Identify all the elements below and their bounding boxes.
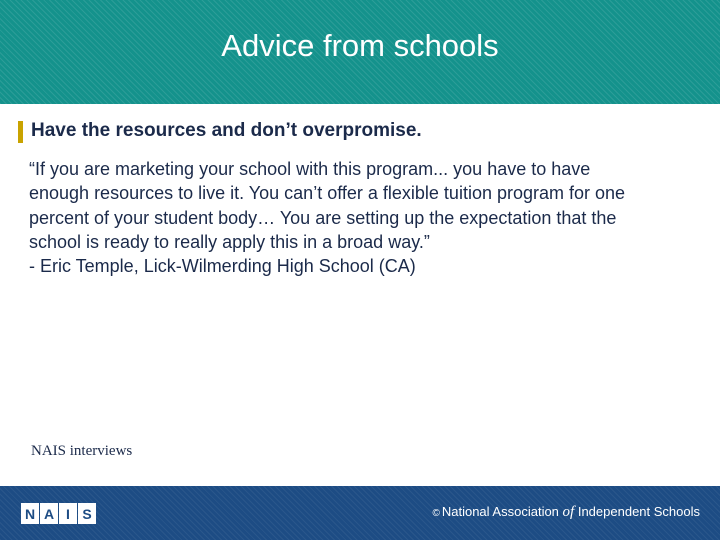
- organization-name: [432, 504, 700, 521]
- logo-letter-n: N: [21, 503, 39, 524]
- copyright-symbol: ©: [432, 508, 440, 519]
- logo-letter-i: I: [59, 503, 77, 524]
- logo-letter-s: S: [78, 503, 96, 524]
- quote-block: [29, 157, 709, 278]
- quote-line: enough resources to live it. You can’t offer a flexible tuition program for one: [29, 183, 626, 204]
- heading-accent-bar: [18, 121, 23, 143]
- org-name-part1: National Association: [441, 504, 559, 519]
- logo-letter-a: A: [40, 503, 58, 524]
- quote-line: percent of your student body… You are setting up the expectation that the: [29, 207, 617, 228]
- source-note: NAIS interviews: [31, 443, 133, 459]
- quote-attribution: - Eric Temple, Lick-Wilmerding High School (CA): [29, 256, 416, 277]
- slide-title: Advice from schools: [221, 28, 499, 63]
- nais-logo: [21, 503, 97, 524]
- header-band: [0, 0, 720, 104]
- quote-line: school is ready to really apply this in a broad way.”: [29, 231, 430, 252]
- section-heading: Have the resources and don’t overpromise.: [31, 120, 422, 141]
- org-name-part2: Independent Schools: [577, 504, 700, 519]
- quote-line: “If you are marketing your school with this program... you have to have: [29, 159, 591, 179]
- org-name-of: of: [562, 504, 575, 520]
